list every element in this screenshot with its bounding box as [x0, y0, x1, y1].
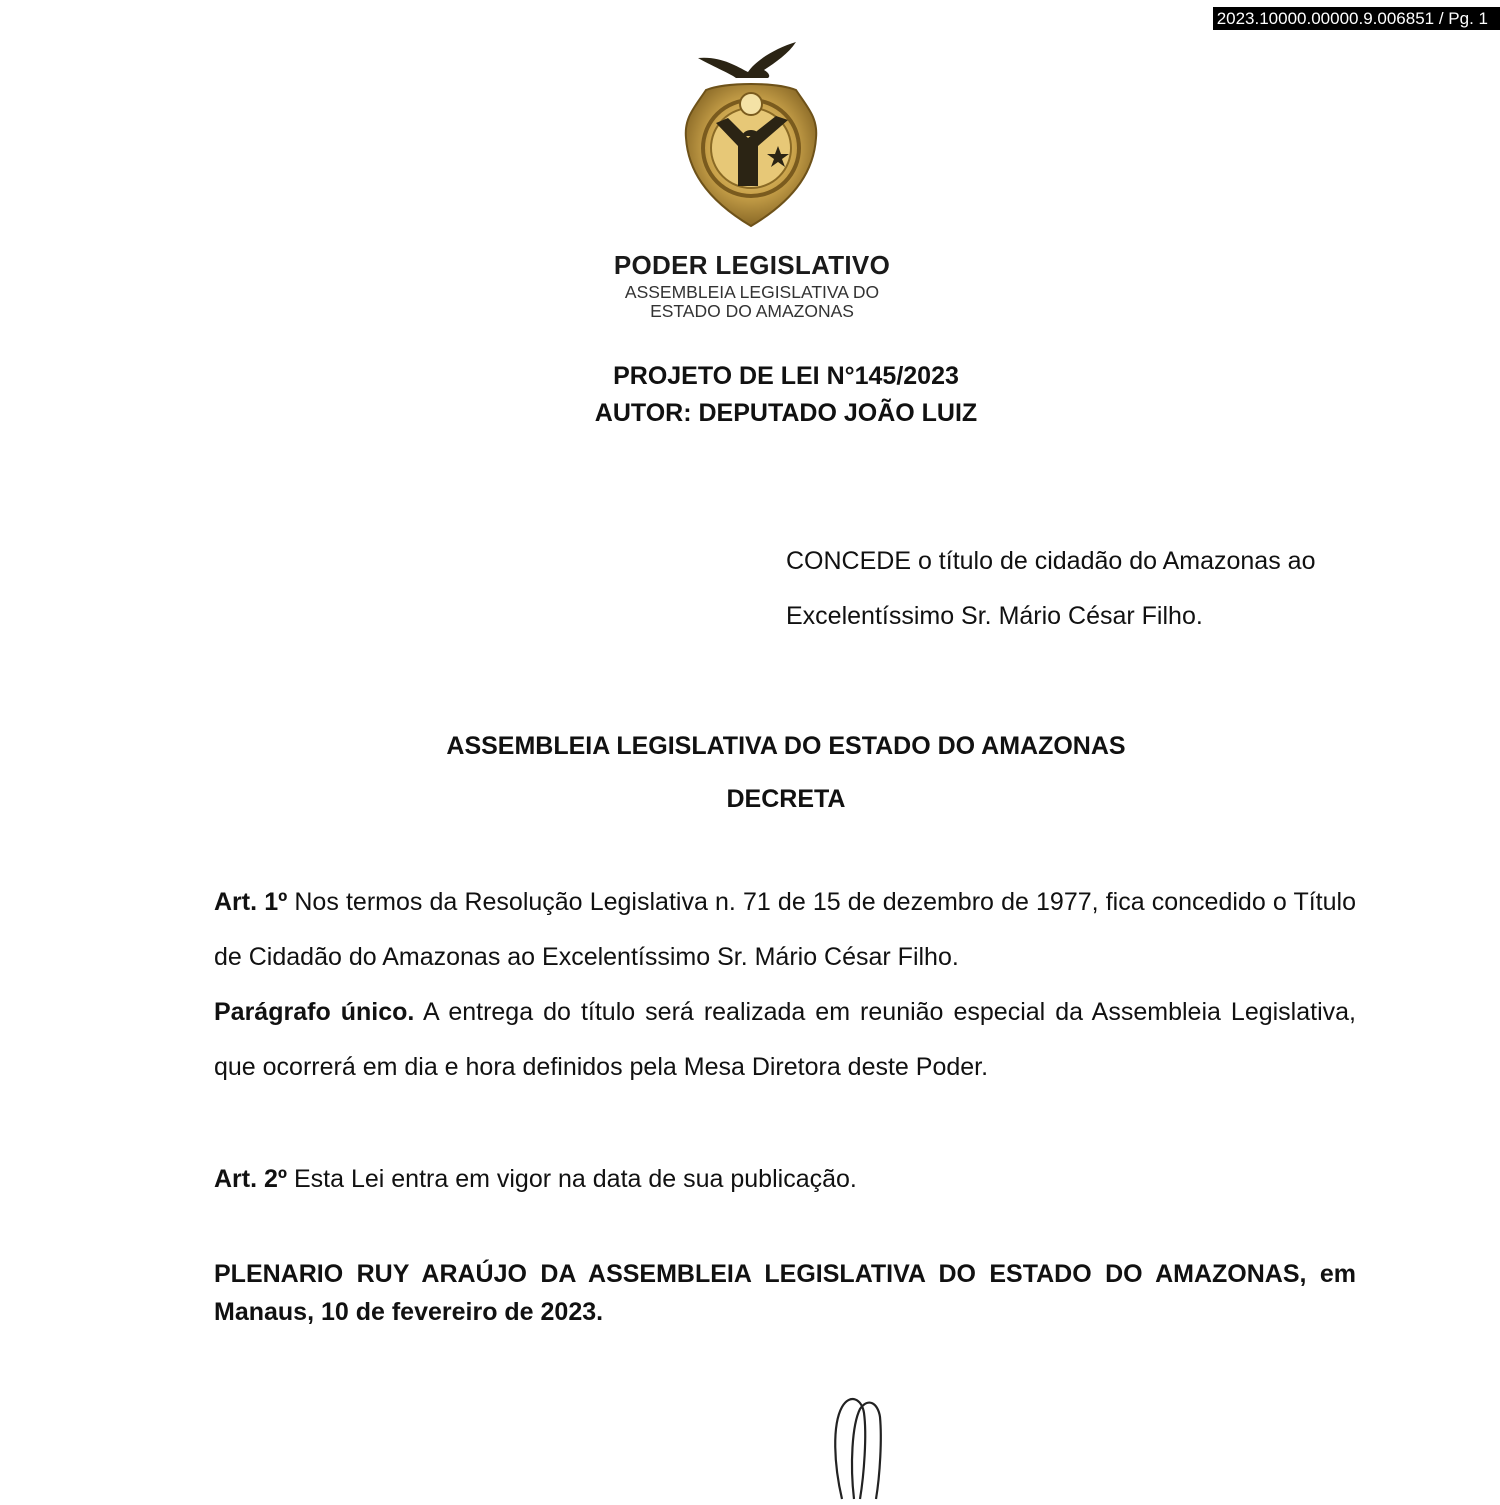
closing-statement: PLENARIO RUY ARAÚJO DA ASSEMBLEIA LEGISLATIVA DO ESTADO DO AMAZONAS, em Manaus, 10 de fevereiro de 2023. — [214, 1260, 1356, 1326]
header-subtitle-line2: ESTADO DO AMAZONAS — [650, 301, 854, 321]
header-subtitle-line1: ASSEMBLEIA LEGISLATIVA DO — [624, 282, 880, 302]
article-1-text: Nos termos da Resolução Legislativa n. 71 de 15 de dezembro de 1977, fica concedido o Título de Cidadão do Amazonas ao Excelentíssimo Sr. Mário César Filho. — [214, 888, 1356, 971]
signature-icon — [820, 1395, 900, 1500]
coat-of-arms-icon — [676, 38, 826, 228]
bill-author: AUTOR: DEPUTADO JOÃO LUIZ — [594, 399, 978, 427]
article-2 — [214, 1152, 1356, 1207]
decree-heading: ASSEMBLEIA LEGISLATIVA DO ESTADO DO AMAZONAS — [446, 732, 1126, 760]
bill-number: PROJETO DE LEI N°145/2023 — [613, 362, 959, 390]
document-id-stamp: 2023.10000.00000.9.006851 / Pg. 1 — [1213, 7, 1500, 30]
article-1 — [214, 875, 1356, 985]
article-2-label: Art. 2º — [214, 1165, 288, 1193]
bill-summary: CONCEDE o título de cidadão do Amazonas ao Excelentíssimo Sr. Mário César Filho. — [786, 547, 1316, 630]
sole-paragraph-label: Parágrafo único. — [214, 998, 415, 1026]
signature-scribble — [820, 1395, 900, 1500]
sole-paragraph — [214, 985, 1356, 1095]
state-coat-of-arms — [676, 38, 826, 228]
header-title: PODER LEGISLATIVO — [613, 250, 891, 280]
decree-word: DECRETA — [726, 785, 846, 813]
article-1-label: Art. 1º — [214, 888, 288, 916]
sole-paragraph-text: A entrega do título será realizada em reunião especial da Assembleia Legislativa, que ocorrerá em dia e hora definidos pela Mesa Diretora deste Poder. — [214, 998, 1356, 1081]
article-2-text: Esta Lei entra em vigor na data de sua publicação. — [294, 1165, 857, 1193]
